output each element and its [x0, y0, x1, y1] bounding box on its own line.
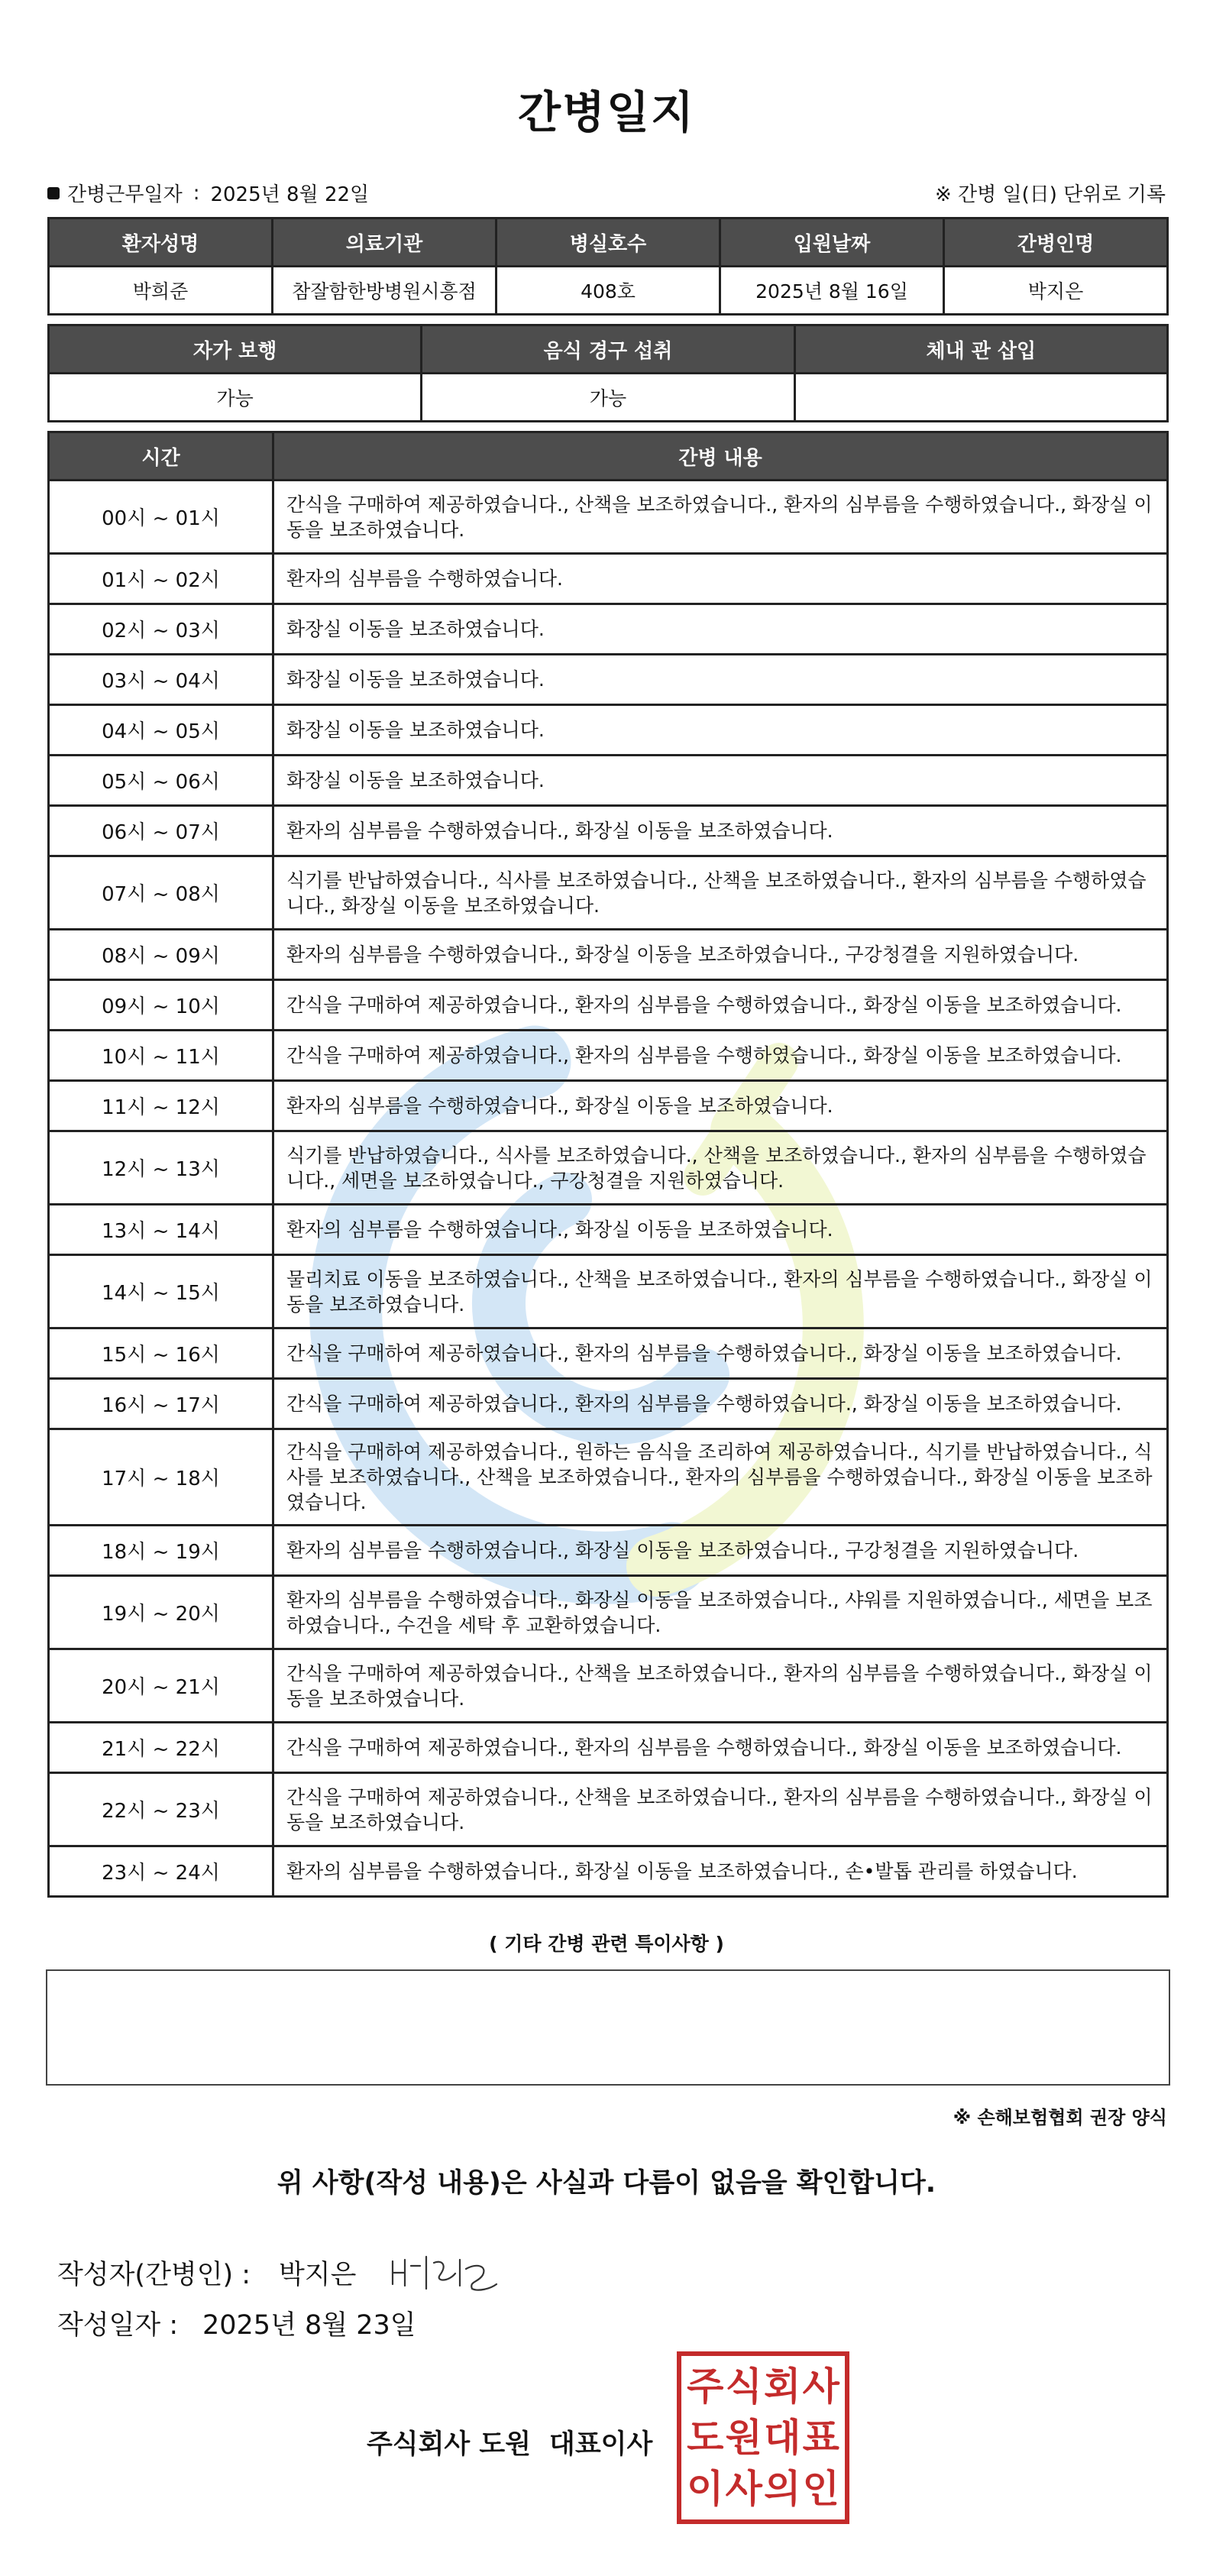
- patient-info-header: [49, 218, 1168, 267]
- care-log-content: 식기를 반납하였습니다., 식사를 보조하였습니다., 산책을 보조하였습니다., 환자의 심부름을 수행하였습니다., 화장실 이동을 보조하였습니다.: [273, 856, 1168, 930]
- oral-intake-header: 음식 경구 섭취: [422, 325, 794, 374]
- tube-insertion-value: [794, 374, 1167, 422]
- care-log-time: 08시 ~ 09시: [49, 930, 273, 980]
- handwritten-signature-icon: [387, 2246, 501, 2299]
- care-log-row: [49, 1723, 1168, 1773]
- patient-info-table: [47, 217, 1169, 316]
- room-header: 병실호수: [497, 218, 720, 267]
- care-log-content: 화장실 이동을 보조하였습니다.: [273, 604, 1168, 655]
- written-date-line: [57, 2304, 416, 2342]
- written-date-label: 작성일자 :: [57, 2310, 179, 2341]
- company-name: 주식회사 도원: [367, 2429, 532, 2460]
- care-log-row: [49, 1379, 1168, 1429]
- care-log-time: 21시 ~ 22시: [49, 1723, 273, 1773]
- written-date-value: 2025년 8월 23일: [202, 2310, 416, 2341]
- work-date-value: 2025년 8월 22일: [210, 183, 370, 206]
- oral-intake-value: 가능: [422, 374, 794, 422]
- care-log-content: 간식을 구매하여 제공하였습니다., 산책을 보조하였습니다., 환자의 심부름을 수행하였습니다., 화장실 이동을 보조하였습니다.: [273, 1773, 1168, 1846]
- care-log-time: 18시 ~ 19시: [49, 1526, 273, 1576]
- care-log-content: 화장실 이동을 보조하였습니다.: [273, 705, 1168, 756]
- care-log-time: 02시 ~ 03시: [49, 604, 273, 655]
- care-log-row: [49, 554, 1168, 604]
- care-log-content: 간식을 구매하여 제공하였습니다., 환자의 심부름을 수행하였습니다., 화장실 이동을 보조하였습니다.: [273, 980, 1168, 1031]
- care-log-content: 화장실 이동을 보조하였습니다.: [273, 655, 1168, 705]
- care-log-content: 환자의 심부름을 수행하였습니다., 화장실 이동을 보조하였습니다., 손•발톱 관리를 하였습니다.: [273, 1846, 1168, 1897]
- care-log-row: [49, 1255, 1168, 1328]
- hospital: 참잘함한방병원시흥점: [273, 267, 497, 315]
- care-log-row: [49, 1031, 1168, 1081]
- room-number: 408호: [497, 267, 720, 315]
- care-log-content: 간식을 구매하여 제공하였습니다., 원하는 음식을 조리하여 제공하였습니다., 식기를 반납하였습니다., 식사를 보조하였습니다., 산책을 보조하였습니다., 환자의 심부름을 수행하였습니다., 화장실 이동을 보조하였습니다.: [273, 1429, 1168, 1526]
- seal-character: 표: [802, 2415, 839, 2460]
- care-log-content: 간식을 구매하여 제공하였습니다., 환자의 심부름을 수행하였습니다., 화장실 이동을 보조하였습니다.: [273, 1328, 1168, 1379]
- admission-date-header: 입원날짜: [720, 218, 944, 267]
- seal-character: 대: [764, 2415, 801, 2460]
- care-log-content: 간식을 구매하여 제공하였습니다., 환자의 심부름을 수행하였습니다., 화장실 이동을 보조하였습니다.: [273, 1379, 1168, 1429]
- care-log-content: 화장실 이동을 보조하였습니다.: [273, 756, 1168, 806]
- walking-header: 자가 보행: [49, 325, 422, 374]
- care-log-row: [49, 930, 1168, 980]
- company-title: 대표이사: [549, 2429, 653, 2460]
- seal-character: 사: [725, 2467, 762, 2512]
- work-date-sep: :: [192, 181, 200, 205]
- care-log-content: 환자의 심부름을 수행하였습니다.: [273, 554, 1168, 604]
- care-log-content: 환자의 심부름을 수행하였습니다., 화장실 이동을 보조하였습니다.: [273, 806, 1168, 856]
- seal-character: 인: [802, 2467, 839, 2512]
- care-log-row: [49, 1773, 1168, 1846]
- care-log-row: [49, 604, 1168, 655]
- care-log-table: [47, 431, 1169, 1898]
- care-log-row: [49, 481, 1168, 554]
- care-log-row: [49, 705, 1168, 756]
- seal-character: 이: [687, 2467, 724, 2512]
- care-log-time: 13시 ~ 14시: [49, 1205, 273, 1255]
- care-log-row: [49, 980, 1168, 1031]
- care-log-row: [49, 856, 1168, 930]
- patient-info-row: [49, 267, 1168, 315]
- time-header: 시간: [49, 432, 273, 481]
- care-log-row: [49, 1429, 1168, 1526]
- care-log-content: 간식을 구매하여 제공하였습니다., 산책을 보조하였습니다., 환자의 심부름을 수행하였습니다., 화장실 이동을 보조하였습니다.: [273, 1649, 1168, 1723]
- document-title: 간병일지: [517, 86, 696, 138]
- care-log-row: [49, 1328, 1168, 1379]
- care-log-header: [49, 432, 1168, 481]
- daily-record-note: ※ 간병 일(日) 단위로 기록: [934, 183, 1166, 206]
- care-log-time: 20시 ~ 21시: [49, 1649, 273, 1723]
- care-log-content: 간식을 구매하여 제공하였습니다., 환자의 심부름을 수행하였습니다., 화장실 이동을 보조하였습니다.: [273, 1031, 1168, 1081]
- care-log-content: 간식을 구매하여 제공하였습니다., 산책을 보조하였습니다., 환자의 심부름을 수행하였습니다., 화장실 이동을 보조하였습니다.: [273, 481, 1168, 554]
- writer-line: [57, 2246, 501, 2299]
- caregiver-name-header: 간병인명: [944, 218, 1168, 267]
- seal-character: 의: [764, 2467, 801, 2512]
- patient-name-header: 환자성명: [49, 218, 273, 267]
- seal-character: 주: [687, 2364, 724, 2409]
- patient-name: 박희준: [49, 267, 273, 315]
- care-log-row: [49, 756, 1168, 806]
- care-log-time: 15시 ~ 16시: [49, 1328, 273, 1379]
- special-notes-box: [46, 1969, 1170, 2086]
- care-log-time: 17시 ~ 18시: [49, 1429, 273, 1526]
- care-log-row: [49, 1205, 1168, 1255]
- care-log-content: 환자의 심부름을 수행하였습니다., 화장실 이동을 보조하였습니다., 구강청결을 지원하였습니다.: [273, 1526, 1168, 1576]
- walking-value: 가능: [49, 374, 422, 422]
- care-log-row: [49, 1131, 1168, 1205]
- care-log-time: 07시 ~ 08시: [49, 856, 273, 930]
- care-log-time: 06시 ~ 07시: [49, 806, 273, 856]
- writer-label: 작성자(간병인) :: [57, 2260, 251, 2290]
- care-log-time: 09시 ~ 10시: [49, 980, 273, 1031]
- care-log-time: 22시 ~ 23시: [49, 1773, 273, 1846]
- care-log-content: 환자의 심부름을 수행하였습니다., 화장실 이동을 보조하였습니다.: [273, 1081, 1168, 1131]
- caregiver-name: 박지은: [944, 267, 1168, 315]
- admission-date: 2025년 8월 16일: [720, 267, 944, 315]
- care-log-row: [49, 806, 1168, 856]
- care-log-row: [49, 1526, 1168, 1576]
- tube-insertion-header: 체내 관 삽입: [794, 325, 1167, 374]
- care-log-row: [49, 1649, 1168, 1723]
- patient-status-row: [49, 374, 1168, 422]
- care-log-content: 간식을 구매하여 제공하였습니다., 환자의 심부름을 수행하였습니다., 화장실 이동을 보조하였습니다.: [273, 1723, 1168, 1773]
- special-notes-label: ( 기타 간병 관련 특이사항 ): [489, 1933, 724, 1955]
- care-log-time: 16시 ~ 17시: [49, 1379, 273, 1429]
- seal-character: 사: [802, 2364, 839, 2409]
- confirmation-statement: 위 사항(작성 내용)은 사실과 다름이 없음을 확인합니다.: [277, 2168, 936, 2199]
- patient-status-header: [49, 325, 1168, 374]
- care-log-time: 14시 ~ 15시: [49, 1255, 273, 1328]
- hospital-header: 의료기관: [273, 218, 497, 267]
- seal-character: 식: [725, 2364, 762, 2409]
- care-log-time: 04시 ~ 05시: [49, 705, 273, 756]
- care-log-row: [49, 1846, 1168, 1897]
- care-log-time: 23시 ~ 24시: [49, 1846, 273, 1897]
- care-log-time: 10시 ~ 11시: [49, 1031, 273, 1081]
- care-log-content: 물리치료 이동을 보조하였습니다., 산책을 보조하였습니다., 환자의 심부름을 수행하였습니다., 화장실 이동을 보조하였습니다.: [273, 1255, 1168, 1328]
- association-note: ※ 손해보험협회 권장 양식: [953, 2107, 1167, 2128]
- care-log-time: 05시 ~ 06시: [49, 756, 273, 806]
- work-date-label: 간병근무일자: [67, 183, 183, 206]
- care-log-time: 12시 ~ 13시: [49, 1131, 273, 1205]
- bullet-icon: [47, 187, 60, 199]
- care-log-time: 19시 ~ 20시: [49, 1576, 273, 1649]
- care-log-content: 환자의 심부름을 수행하였습니다., 화장실 이동을 보조하였습니다.: [273, 1205, 1168, 1255]
- work-date: [47, 179, 369, 207]
- care-log-content: 환자의 심부름을 수행하였습니다., 화장실 이동을 보조하였습니다., 구강청결을 지원하였습니다.: [273, 930, 1168, 980]
- company-seal-stamp: [677, 2351, 849, 2524]
- care-log-row: [49, 655, 1168, 705]
- seal-character: 회: [764, 2364, 801, 2409]
- care-log-time: 01시 ~ 02시: [49, 554, 273, 604]
- care-log-row: [49, 1576, 1168, 1649]
- care-log-time: 00시 ~ 01시: [49, 481, 273, 554]
- care-log-time: 03시 ~ 04시: [49, 655, 273, 705]
- care-log-time: 11시 ~ 12시: [49, 1081, 273, 1131]
- company-line: [367, 2423, 652, 2461]
- writer-name: 박지은: [279, 2260, 357, 2290]
- content-header: 간병 내용: [273, 432, 1168, 481]
- care-log-content: 식기를 반납하였습니다., 식사를 보조하였습니다., 산책을 보조하였습니다., 환자의 심부름을 수행하였습니다., 세면을 보조하였습니다., 구강청결을 지원하였습니다.: [273, 1131, 1168, 1205]
- care-log-row: [49, 1081, 1168, 1131]
- patient-status-table: [47, 324, 1169, 422]
- care-log-content: 환자의 심부름을 수행하였습니다., 화장실 이동을 보조하였습니다., 샤워를 지원하였습니다., 세면을 보조하였습니다., 수건을 세탁 후 교환하였습니다.: [273, 1576, 1168, 1649]
- seal-character: 도: [687, 2415, 724, 2460]
- seal-character: 원: [725, 2415, 762, 2460]
